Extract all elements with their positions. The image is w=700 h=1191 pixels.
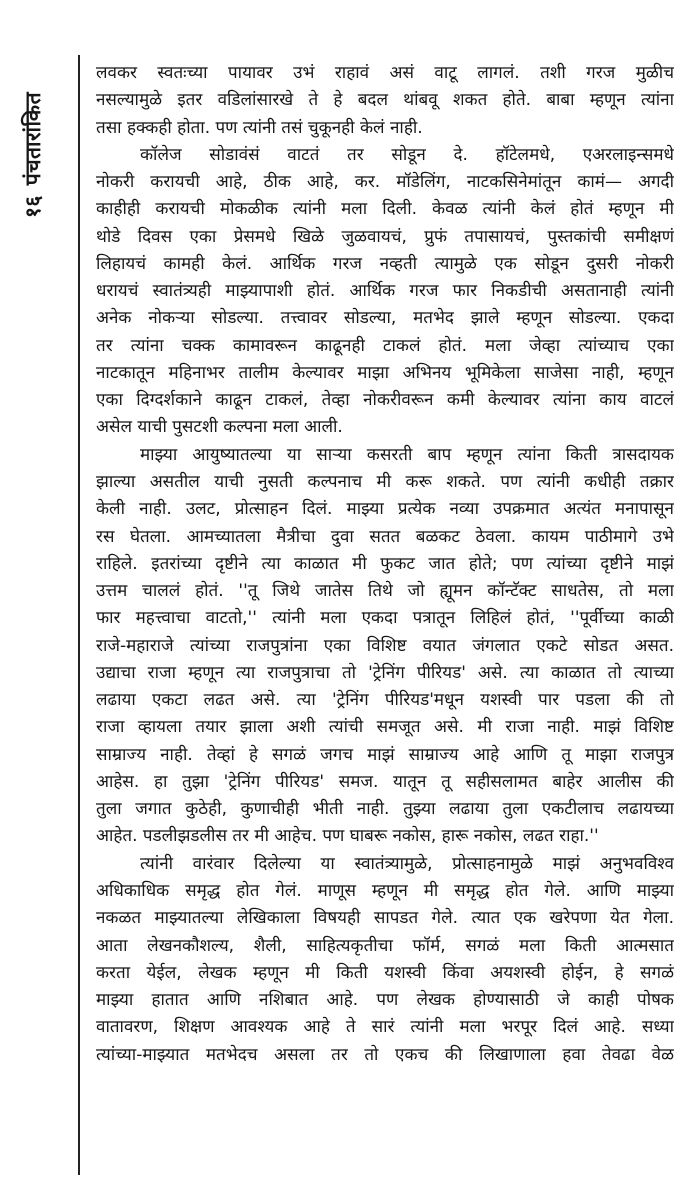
margin-rule bbox=[78, 55, 80, 1175]
text-line: माझ्या हातात आणि नशिबात आहे. पण लेखक होण्यासाठी जे काही पोषक bbox=[96, 990, 674, 1011]
text-line: नाटकातून महिनाभर तालीम केल्यावर माझा अभिनय भूमिकेला साजेसा नाही, म्हणून bbox=[96, 362, 674, 383]
text-line: रस घेतला. आमच्यातला मैत्रीचा दुवा सतत बळकट ठेवला. कायम पाठीमागे उभे bbox=[96, 526, 674, 547]
running-header bbox=[6, 80, 60, 230]
text-line: एका दिग्दर्शकाने काढून टाकलं, तेव्हा नोकरीवरून कमी केल्यावर त्यांना काय वाटलं bbox=[96, 390, 674, 411]
text-line: झाल्या असतील याची नुसती कल्पनाच मी करू शकते. पण त्यांनी कधीही तक्रार bbox=[96, 471, 674, 492]
text-line: थोडे दिवस एका प्रेसमधे खिळे जुळवायचं, प्रुफं तपासायचं, पुस्तकांची समीक्षणं bbox=[96, 226, 674, 247]
text-line: धरायचं स्वातंत्र्यही माझ्यापाशी होतं. आर्थिक गरज फार निकडीची असतानाही त्यांनी bbox=[96, 281, 674, 302]
text-line: तुला जगात कुठेही, कुणाचीही भीती नाही. तुझ्या लढाया तुला एकटीलाच लढायच्या bbox=[96, 799, 674, 820]
text-line: राहिले. इतरांच्या दृष्टीने त्या काळात मी फुकट जात होते; पण त्यांच्या दृष्टीने माझं bbox=[96, 553, 674, 574]
page-body-text bbox=[96, 60, 674, 1069]
text-line: केली नाही. उलट, प्रोत्साहन दिलं. माझ्या प्रत्येक नव्या उपक्रमात अत्यंत मनापासून bbox=[96, 499, 674, 520]
book-title: पंचतारांकित bbox=[21, 91, 45, 186]
text-line: उद्याचा राजा म्हणून त्या राजपुत्राचा तो 'ट्रेनिंग पीरियड' असे. त्या काळात तो त्याच्या bbox=[96, 662, 674, 683]
text-line: लिहायचं कामही केलं. आर्थिक गरज नव्हती त्यामुळे एक सोडून दुसरी नोकरी bbox=[96, 253, 674, 274]
text-line: करता येईल, लेखक म्हणून मी किती यशस्वी किंवा अयशस्वी होईन, हे सगळं bbox=[96, 962, 674, 983]
page-number: १६ bbox=[21, 195, 45, 219]
text-line: आता लेखनकौशल्य, शैली, साहित्यकृतीचा फॉर्म, सगळं मला किती आत्मसात bbox=[96, 935, 674, 956]
text-line: अनेक नोकऱ्या सोडल्या. तत्त्वावर सोडल्या, मतभेद झाले म्हणून सोडल्या. एकदा bbox=[96, 308, 674, 329]
text-line: माझ्या आयुष्यातल्या या साऱ्या कसरती बाप म्हणून त्यांना किती त्रासदायक bbox=[140, 444, 674, 465]
text-line: नोकरी करायची आहे, ठीक आहे, कर. मॉडेलिंग, नाटकसिनेमांतून कामं— अगदी bbox=[96, 172, 674, 193]
text-line: तर त्यांना चक्क कामावरून काढूनही टाकलं होतं. मला जेव्हा त्यांच्याच एका bbox=[96, 335, 674, 356]
text-line: काहीही करायची मोकळीक त्यांनी मला दिली. केवळ त्यांनी केलं होतं म्हणून मी bbox=[96, 199, 674, 220]
text-line: फार महत्त्वाचा वाटतो,'' त्यांनी मला एकदा पत्रातून लिहिलं होतं, ''पूर्वीच्या काळी bbox=[96, 608, 674, 629]
text-line: वातावरण, शिक्षण आवश्यक आहे ते सारं त्यांनी मला भरपूर दिलं आहे. सध्या bbox=[96, 1017, 674, 1038]
text-line: लढाया एकटा लढत असे. त्या 'ट्रेनिंग पीरियड'मधून यशस्वी पार पडला की तो bbox=[96, 690, 674, 711]
text-line: तसा हक्कही होता. पण त्यांनी तसं चुकूनही केलं नाही. bbox=[96, 117, 423, 138]
running-header-text bbox=[19, 92, 47, 218]
text-line: राजे-महाराजे त्यांच्या राजपुत्रांना एका विशिष्ट वयात जंगलात एकटे सोडत असत. bbox=[96, 635, 674, 656]
text-line: नकळत माझ्यातल्या लेखिकाला विषयही सापडत गेले. त्यात एक खरेपणा येत गेला. bbox=[96, 908, 674, 929]
text-line: कॉलेज सोडावंसं वाटतं तर सोडून दे. हॉटेलमधे, एअरलाइन्समधे bbox=[140, 144, 674, 165]
text-line: राजा व्हायला तयार झाला अशी त्यांची समजूत असे. मी राजा नाही. माझं विशिष्ट bbox=[96, 717, 674, 738]
text-line: लवकर स्वतःच्या पायावर उभं राहावं असं वाटू लागलं. तशी गरज मुळीच bbox=[96, 63, 674, 83]
text-line: उत्तम चाललं होतं. ''तू जिथे जातेस तिथे जो ह्यूमन कॉन्टॅक्ट साधतेस, तो मला bbox=[96, 581, 674, 602]
text-line: त्यांच्या-माझ्यात मतभेदच असला तर तो एकच की लिखाणाला हवा तेवढा वेळ bbox=[96, 1044, 674, 1065]
text-line: त्यांनी वारंवार दिलेल्या या स्वातंत्र्यामुळे, प्रोत्साहनामुळे माझं अनुभवविश्व bbox=[140, 853, 674, 874]
text-line: अधिकाधिक समृद्ध होत गेलं. माणूस म्हणून मी समृद्ध होत गेले. आणि माझ्या bbox=[96, 880, 674, 901]
text-line: नसल्यामुळे इतर वडिलांसारखे ते हे बदल थांबवू शकत होते. बाबा म्हणून त्यांना bbox=[96, 90, 674, 111]
text-line: आहेस. हा तुझा 'ट्रेनिंग पीरियड' समज. यातून तू सहीसलामत बाहेर आलीस की bbox=[96, 771, 674, 792]
text-line: आहेत. पडलीझडलीस तर मी आहेच. पण घाबरू नकोस, हारू नकोस, लढत राहा.'' bbox=[96, 826, 599, 847]
text-line: असेल याची पुसटशी कल्पना मला आली. bbox=[96, 417, 343, 438]
text-line: साम्राज्य नाही. तेव्हां हे सगळं जगच माझं साम्राज्य आहे आणि तू माझा राजपुत्र bbox=[96, 744, 674, 765]
